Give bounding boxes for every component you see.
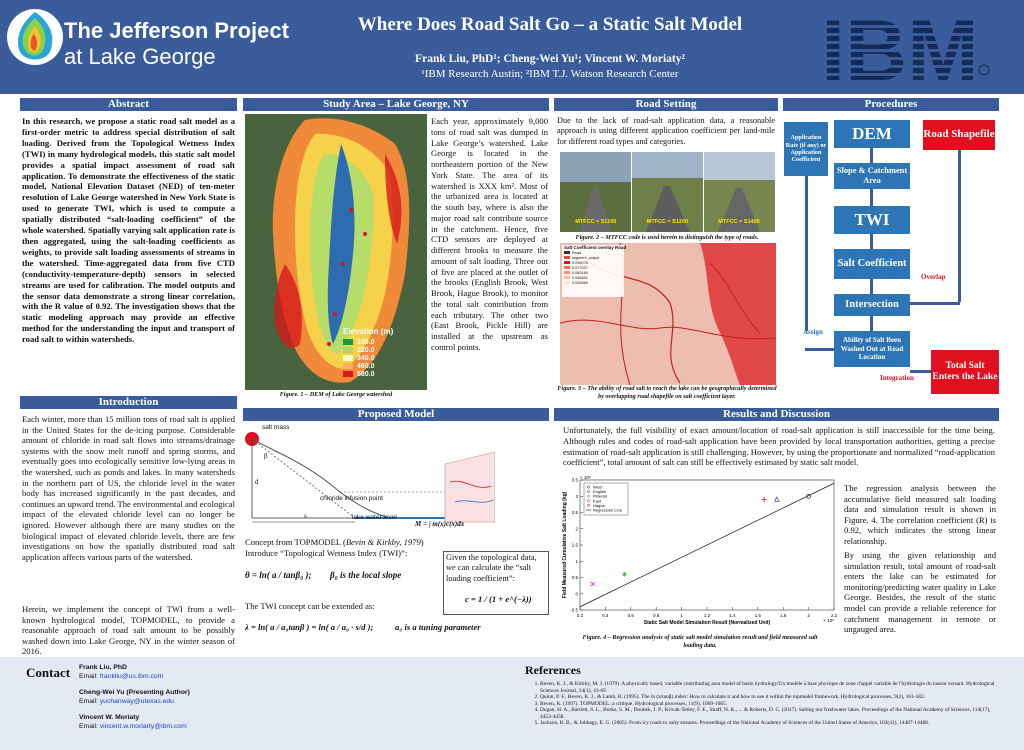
logo-title-line2: at Lake George — [64, 44, 216, 69]
y-exponent: × 10⁵ — [580, 475, 591, 480]
photo-label: MTFCC = S1400 — [718, 219, 760, 225]
arrow-dem-slope — [870, 148, 873, 163]
contact-list — [79, 664, 190, 739]
contact-email-row: Email: frankliu@us.ibm.com — [79, 672, 164, 680]
elevation-legend-item — [343, 338, 375, 346]
node-application-rate: Application Rate (if any) or Application Coefficient — [784, 122, 828, 176]
elevation-legend-item — [343, 362, 375, 370]
reference-item: 4. Dugan, H. A., Bartlett, S. L., Burke, S. M., Doubek, J. P., Krivak-Tetley, F. E., Skaff, N. K., ... & Roberts, D. C. (2017). Salting our freshwater lakes. Proceedings of the National Academy of Sciences, 114(17), 4453-4458. — [540, 707, 1002, 720]
logo-title-line1: The Jefferson Project — [64, 18, 289, 43]
x-tick-label: 0.2 — [576, 613, 584, 618]
proposed-model-heading: Proposed Model — [243, 408, 549, 421]
contact-email-row: Email: yuchanway@utexas.edu — [79, 697, 174, 705]
y-tick-label: 0.5 — [571, 575, 578, 580]
legend-label: 340.0 — [357, 354, 375, 362]
reference-item: 3. Beven, K. (1997). TOPMODEL: a critique. Hydrological processes, 11(9), 1069-1085. — [540, 701, 1002, 708]
y-tick-label: 1.5 — [571, 542, 578, 548]
y-tick-label: 3 — [575, 493, 578, 499]
elevation-legend-title: Elevation (m) — [343, 327, 394, 336]
ibm-logo-text: IBM — [821, 4, 979, 86]
contact-label: Contact — [26, 665, 71, 680]
elevation-legend-item — [343, 354, 375, 362]
reference-item: 1. Beven, K. J., & Kirkby, M. J. (1979). A physically based, variable contributing area model of basin hydrology/Un modèle à base physique de zone d'appel variable de l'hydrologie du bassin versant. Hydrological Sciences Journal, 24(1), 43-69. — [540, 681, 1002, 694]
contact-email-row: Email: vincent.w.moriarty@ibm.com — [79, 722, 187, 730]
y-axis-label: Field Measured Cumulative Salt Loading (kg) — [562, 491, 568, 599]
y-tick-label: 1 — [575, 558, 578, 564]
abstract-text: In this research, we propose a static road salt model as a first-order metric to address special distribution of salt loading. Derived from the Topological Wetness Index (TWI) in many hydrological models, this static salt model provides a spatial impact assessment of road salt application. To demonstrate the effectiveness of the static model, National Elevation Dataset (NED) of ten-meter resolution of Lake George watershed in New York State is used to generate TWI, which is used to compute a spatially distributed “salt-loading coefficient” of the whole watershed. Spatially varying salt application rate is then aggregated, using the salt-loading coefficients as weights, to provide salt loading assessments of streams in the watershed. Time-aggregated data from five CTD (conductivity-temperature-depth) sensors in selected streams are used for calibration. The model outputs and the sensor data demonstrate a strong linear correlation, with the R value of 0.92. The investigation shows that the static modeling approach may provide an effective method for the understanding the input and transport of road salt to within watersheds. — [22, 116, 235, 345]
legend-swatch — [343, 371, 353, 377]
model-text-extend: The TWI concept can be extended as: — [245, 601, 375, 611]
map-legend-item: 0.060184 — [564, 271, 599, 276]
introduction-heading: Introduction — [20, 396, 237, 409]
salt-map-legend — [564, 251, 599, 286]
salt-map-title: Salt Coefficient overlay Road — [564, 245, 627, 250]
node-slope-catchment: Slope & Catchment Area — [834, 163, 910, 189]
node-intersection: Intersection — [834, 294, 910, 316]
arrow-assign — [805, 348, 834, 351]
map-legend-item: 0.046651 — [564, 276, 599, 281]
x-tick-label: 1.4 — [729, 613, 736, 618]
arrow-app-rate-down — [805, 176, 808, 331]
legend-label: 220.0 — [357, 346, 375, 354]
legend-label: Hague — [593, 502, 605, 508]
diagram-label-d: d — [255, 478, 259, 486]
figure-1-caption: Figure. 1 – DEM of Lake George watershed — [279, 391, 393, 398]
legend-label: East — [593, 498, 602, 504]
diagram-label-chloride: chloride infusion point — [320, 495, 383, 502]
point-pickerel — [622, 572, 627, 577]
contact-name: Vincent W. Moriaty — [79, 714, 140, 721]
equation-lambda-note: a₀ is a tuning parameter — [395, 622, 481, 632]
road-setting-heading: Road Setting — [554, 98, 778, 111]
contact-email-link[interactable]: vincent.w.moriarty@ibm.com — [99, 722, 187, 730]
references-list — [532, 681, 1002, 727]
model-text-concept: Concept from TOPMODEL (Bevin & Kirkby, 1979) — [245, 537, 424, 547]
map-legend-item: 0.026960 — [564, 281, 599, 286]
salt-coefficient-text: Given the topological data, we can calculate the “salt loading coefficient”: — [446, 553, 537, 583]
x-tick-label: 1 — [680, 613, 683, 618]
references-label: References — [525, 663, 581, 677]
equation-twi: θ = ln( a / tanβ₀ ); — [245, 570, 312, 580]
road-setting-text: Due to the lack of road-salt application data, a reasonable approach is using different application coefficient per land-mile for different road types and categories. — [557, 116, 775, 146]
map-legend-item: 0.096076 — [564, 261, 599, 266]
diagram-label-s: s — [304, 512, 307, 520]
figure-3-caption: Figure. 3 – The ability of road salt to reach the lake can be geographically determined by overlapping road shapefile on salt coefficient layer. — [557, 385, 777, 400]
x-tick-label: 1.8 — [780, 613, 787, 618]
diagram-label-lake: lake water level — [352, 514, 397, 521]
figure-4-caption: Figure. 4 – Regression analysis of static salt model simulation result and field measured salt loading data. — [582, 634, 818, 649]
node-twi: TWI — [834, 206, 910, 234]
contact-email-link[interactable]: yuchanway@utexas.edu — [99, 697, 174, 705]
node-salt-coefficient: Salt Coefficient — [834, 249, 910, 279]
map-legend-item: Road — [564, 251, 599, 256]
node-road-shapefile: Road Shapefile — [923, 120, 995, 150]
ibm-logo — [812, 4, 992, 86]
procedures-heading: Procedures — [783, 98, 999, 111]
x-tick-label: 2.2 — [830, 613, 838, 618]
legend-swatch — [343, 347, 353, 353]
contact-name: Cheng-Wei Yu (Presenting Author) — [79, 689, 190, 696]
arrow-road-down — [958, 150, 961, 302]
elevation-legend-item — [343, 346, 375, 354]
node-total-salt: Total Salt Enters the Lake — [931, 350, 999, 394]
y-tick-label: -0.5 — [570, 607, 578, 613]
legend-label: Regression Line — [593, 507, 622, 513]
poster-affiliations: ¹IBM Research Austin; ²IBM T.J. Watson Research Center — [421, 68, 679, 80]
legend-swatch — [343, 363, 353, 369]
integral-equation: M = ∫ m(x)c(x)dx — [415, 520, 465, 528]
arrow-integration — [910, 370, 931, 373]
arrow-salt-intersection — [870, 279, 873, 294]
photo-labels — [560, 219, 775, 225]
results-text-2: By using the given relationship and simulation result, total amount of road-salt enters the lake can be estimated for monitoring/predicting water quality in Lake George. Besides, the result of the static model can provide a reliable reference for catchment management in remote or ungauged area. — [844, 550, 996, 635]
label-integration: Integration — [880, 374, 914, 382]
legend-label: 580.0 — [357, 370, 375, 378]
arrow-intersection-washed — [870, 316, 873, 331]
introduction-paragraph-2: Herein, we implement the concept of TWI from a well-known hydrological model, TOPMODEL, to provide a reasonable approach of road salt amount to be possibly washed down into Lake George, NY in the winter season of 2016. — [22, 604, 235, 657]
poster-title: Where Does Road Salt Go – a Static Salt Model — [357, 14, 743, 35]
legend-swatch — [343, 339, 353, 345]
equation-salt-coefficient: c = 1 / (1 + e^(−λ)) — [465, 594, 532, 604]
dem-map — [245, 114, 427, 390]
diagram-label-beta: β — [264, 452, 268, 460]
contact-entry — [79, 664, 190, 681]
study-area-text: Each year, approximately 9,000 tons of road salt was dumped in Lake George’s watershed. Lake George is located in the northeastern portion of the New York State. The area of its watershed is XXX km². Most of the urbanized area is located at the south bay, where is also the major road salt contribute source in the catchment. Hence, five CTD sensors are deployed at different brooks to measure the amount of salt loading. Three out of five are placed at the outlet of the brooks (English Brook, West Brook, Hague Brook), to monitor the total salt contribution from each tributary. The other two (East Brook, Pickle Hill) are installed at the upstream as control points. — [431, 116, 548, 352]
legend-swatch — [343, 355, 353, 361]
equation-lambda: λ = ln( a / a₀tanβ ) = ln( a / a₀ · s/d ); — [245, 622, 374, 632]
poster-authors: Frank Liu, PhD¹; Cheng-Wei Yu¹; Vincent W. Moriaty² — [415, 53, 685, 65]
x-axis-label: Static Salt Model Simulation Result (Normalized Unit) — [643, 620, 771, 626]
legend-label: West — [593, 484, 603, 490]
elevation-legend — [343, 338, 375, 378]
results-intro-text: Unfortunately, the full visibility of exact amount/location of road-salt application is still inaccessible for the time being. Although rules and codes of road-salt application have been provided by local transportation authorities, getting a precise estimation of road-salt application is still challenging. However, by using the proportionate and normalized “road-application coefficient”, total amount of salt can still be effectively estimated by static salt model. — [563, 425, 995, 468]
equation-twi-note: β₀ is the local slope — [330, 570, 402, 580]
x-tick-label: 1.6 — [754, 613, 761, 618]
reference-item: 5. Jackson, R. B., & Jobbagy, E. G. (2005). From icy roads to salty streams. Proceedings of the National Academy of Sciences of the United States of America, 102(41), 14487-14488. — [540, 720, 1002, 727]
y-tick-label: 2.5 — [571, 510, 578, 515]
x-tick-label: 2 — [807, 613, 810, 618]
arrow-slope-twi — [870, 189, 873, 206]
legend-label: 100.0 — [357, 338, 375, 346]
legend-label: 460.0 — [357, 362, 375, 370]
photo-label: MTFCC = S1200 — [646, 219, 689, 225]
contact-entry — [79, 714, 190, 731]
node-washed-out: Ability of Salt Been Washed Out at Road Location — [834, 331, 910, 367]
diagram-label-salt-mass: salt mass — [262, 424, 290, 431]
results-heading: Results and Discussion — [554, 408, 999, 421]
results-text-1: The regression analysis between the accumulative field measured salt loading data and simulation result is shown in Figure. 4. The correlation coefficient (R) is 0.92, which indicates the strong linear relationship. — [844, 483, 996, 546]
x-exponent: × 10⁶ — [823, 618, 834, 623]
contact-name: Frank Liu, PhD — [79, 664, 127, 671]
x-tick-label: 0.8 — [653, 613, 660, 618]
label-overlap: Overlap — [921, 273, 946, 281]
figure-2-caption: Figure. 2 – MTFCC code is used herein to distinguish the type of roads. — [575, 234, 759, 241]
photo-label: MTFCC = S1100 — [575, 219, 617, 225]
map-legend-item: segment_output — [564, 256, 599, 261]
map-legend-item: 0.077027 — [564, 266, 599, 271]
x-tick-label: 0.4 — [602, 613, 609, 618]
x-tick-label: 0.6 — [627, 613, 634, 618]
jefferson-project-logo-icon — [6, 8, 64, 66]
elevation-legend-item — [343, 370, 375, 378]
arrow-road-intersection — [910, 302, 960, 305]
contact-entry — [79, 689, 190, 706]
model-text-twi: Introduce “Topological Wetness Index (TWI)”: — [245, 548, 408, 558]
y-tick-label: 0 — [575, 591, 578, 597]
study-area-heading: Study Area – Lake George, NY — [243, 98, 549, 111]
introduction-paragraph-1: Each winter, more than 15 million tons of road salt is applied in the United States for the de-icing purpose. Considerable amount of chloride in road salt flows into streams/drainage systems with the snow melt runoff and spring storms, and eventually goes into ecologically sensitive low-lying areas in the watershed, such as ponds and lakes. In many watersheds in the northern part of US, the chloride level in the water body has increased significantly in the past decades, and continues an upward trend. The environmental and ecological impact of the elevated chloride level can no longer be ignored. However although there are many studies on the biological impact of elevated chloride levels, there are few investigations on how the spatially distributed road salt application affects various parts of the watershed. — [22, 414, 235, 562]
abstract-heading: Abstract — [20, 98, 237, 111]
y-tick-label: 2 — [575, 526, 578, 532]
regression-chart — [560, 472, 842, 634]
node-dem: DEM — [834, 120, 910, 148]
y-tick-label: 3.5 — [571, 477, 578, 483]
x-tick-label: 1.2 — [703, 613, 711, 618]
legend-label: English — [593, 489, 607, 495]
reference-item: 2. Quinn, P. F., Beven, K. J., & Lamb, R. (1995). The ln (a/tanβ) index: How to calculate it and how to use it within the topmodel framework. Hydrological processes, 9(2), 161-182. — [540, 694, 1002, 701]
arrow-twi-salt — [870, 234, 873, 249]
contact-email-link[interactable]: frankliu@us.ibm.com — [99, 672, 164, 680]
label-assign: Assign — [803, 328, 823, 336]
legend-label: Pickerel — [593, 493, 608, 499]
